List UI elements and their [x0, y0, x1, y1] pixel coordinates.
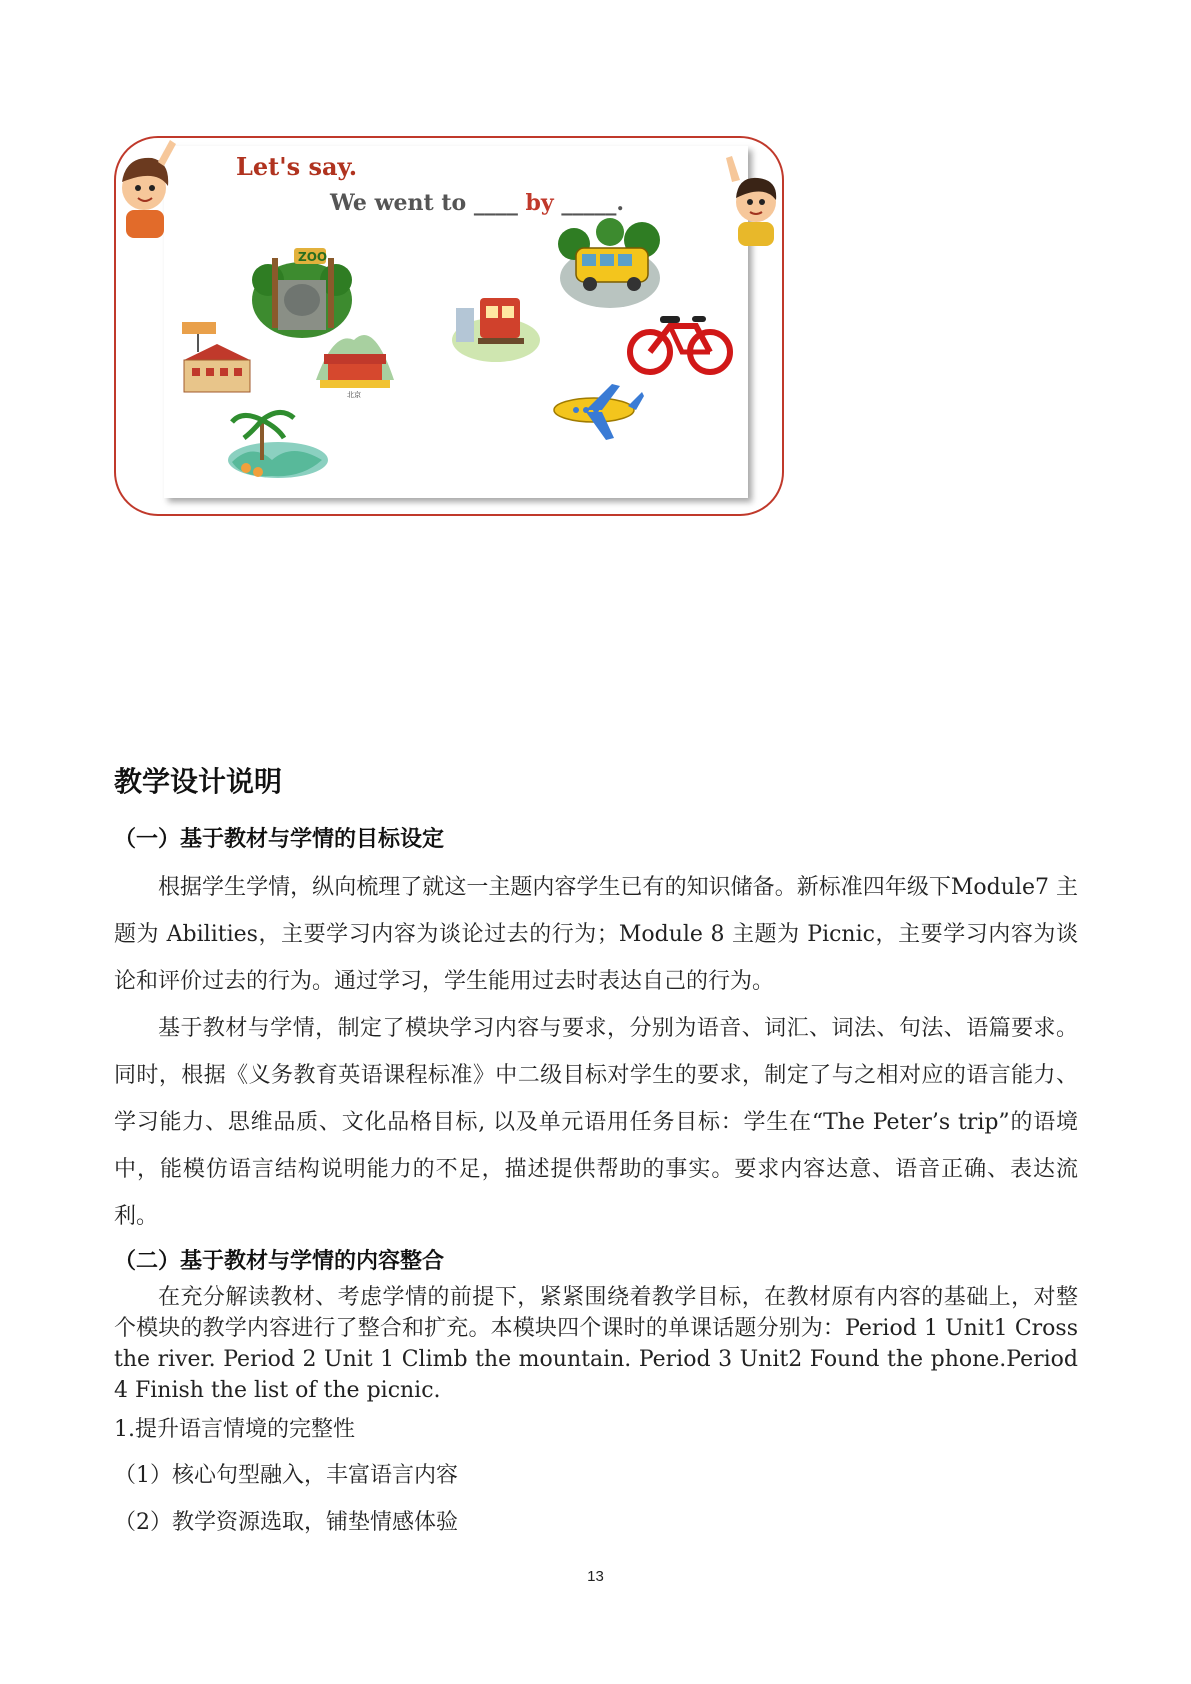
tiananmen-caption: 北京: [347, 391, 361, 399]
section-title: 教学设计说明: [114, 765, 283, 798]
svg-text:ZOO: ZOO: [298, 250, 328, 264]
paragraph-1: 根据学生学情，纵向梳理了就这一主题内容学生已有的知识储备。新标准四年级下Module7 主题为 Abilities，主要学习内容为谈论过去的行为；Module 8 主题为 Picnic，主要学习内容为谈论和评价过去的行为。通过学习，学生能用过去时表达自己的行为。: [114, 875, 1078, 994]
girl-waving-icon: [112, 132, 182, 242]
subsection-2-title: （二）基于教材与学情的内容整合: [114, 1249, 445, 1274]
sentence-by: by: [525, 190, 554, 216]
airplane-icon: [550, 380, 644, 446]
paragraph-2: 基于教材与学情，制定了模块学习内容与要求，分别为语音、词汇、词法、句法、语篇要求。同时，根据《义务教育英语课程标准》中二级目标对学生的要求，制定了与之相对应的语言能力、学习能力、思维品质、文化品格目标, 以及单元语用任务目标：学生在“The Peter’s trip”的语境中，能模仿语言结构说明能力的不足，描述提供帮助的事实。要求内容达意、语音正确、表达流利。: [114, 1016, 1078, 1229]
train-icon: [450, 288, 542, 364]
bicycle-icon: [626, 308, 734, 378]
list-item-1: 1.提升语言情境的完整性: [114, 1417, 355, 1442]
island-icon: [222, 402, 332, 482]
bus-icon: [558, 218, 662, 310]
lets-say-slide: [114, 136, 784, 516]
list-item-1-2: （2）教学资源选取，铺垫情感体验: [114, 1510, 458, 1535]
slide-sentence: [330, 190, 624, 216]
slide-title: Let's say.: [236, 152, 358, 181]
paragraph-3: 在充分解读教材、考虑学情的前提下，紧紧围绕着教学目标，在教材原有内容的基础上，对整个模块的教学内容进行了整合和扩充。本模块四个课时的单课话题分别为：Period 1 Unit1 Cross the river. Period 2 Unit 1 Climb the mountain. Period 3 Unit2 Found the phone.Period 4 Finish the list of the picnic.: [114, 1285, 1078, 1403]
subsection-1-title: （一）基于教材与学情的目标设定: [114, 827, 445, 852]
list-item-1-1: （1）核心句型融入，丰富语言内容: [114, 1463, 458, 1488]
sentence-part-2: _____.: [553, 190, 624, 216]
slide-canvas: [164, 146, 748, 498]
boy-waving-icon: [724, 144, 786, 248]
page-number: 13: [587, 1568, 604, 1585]
sentence-part-1: We went to ____: [330, 190, 526, 216]
tiananmen-icon: [314, 320, 396, 400]
school-icon: [174, 320, 260, 400]
